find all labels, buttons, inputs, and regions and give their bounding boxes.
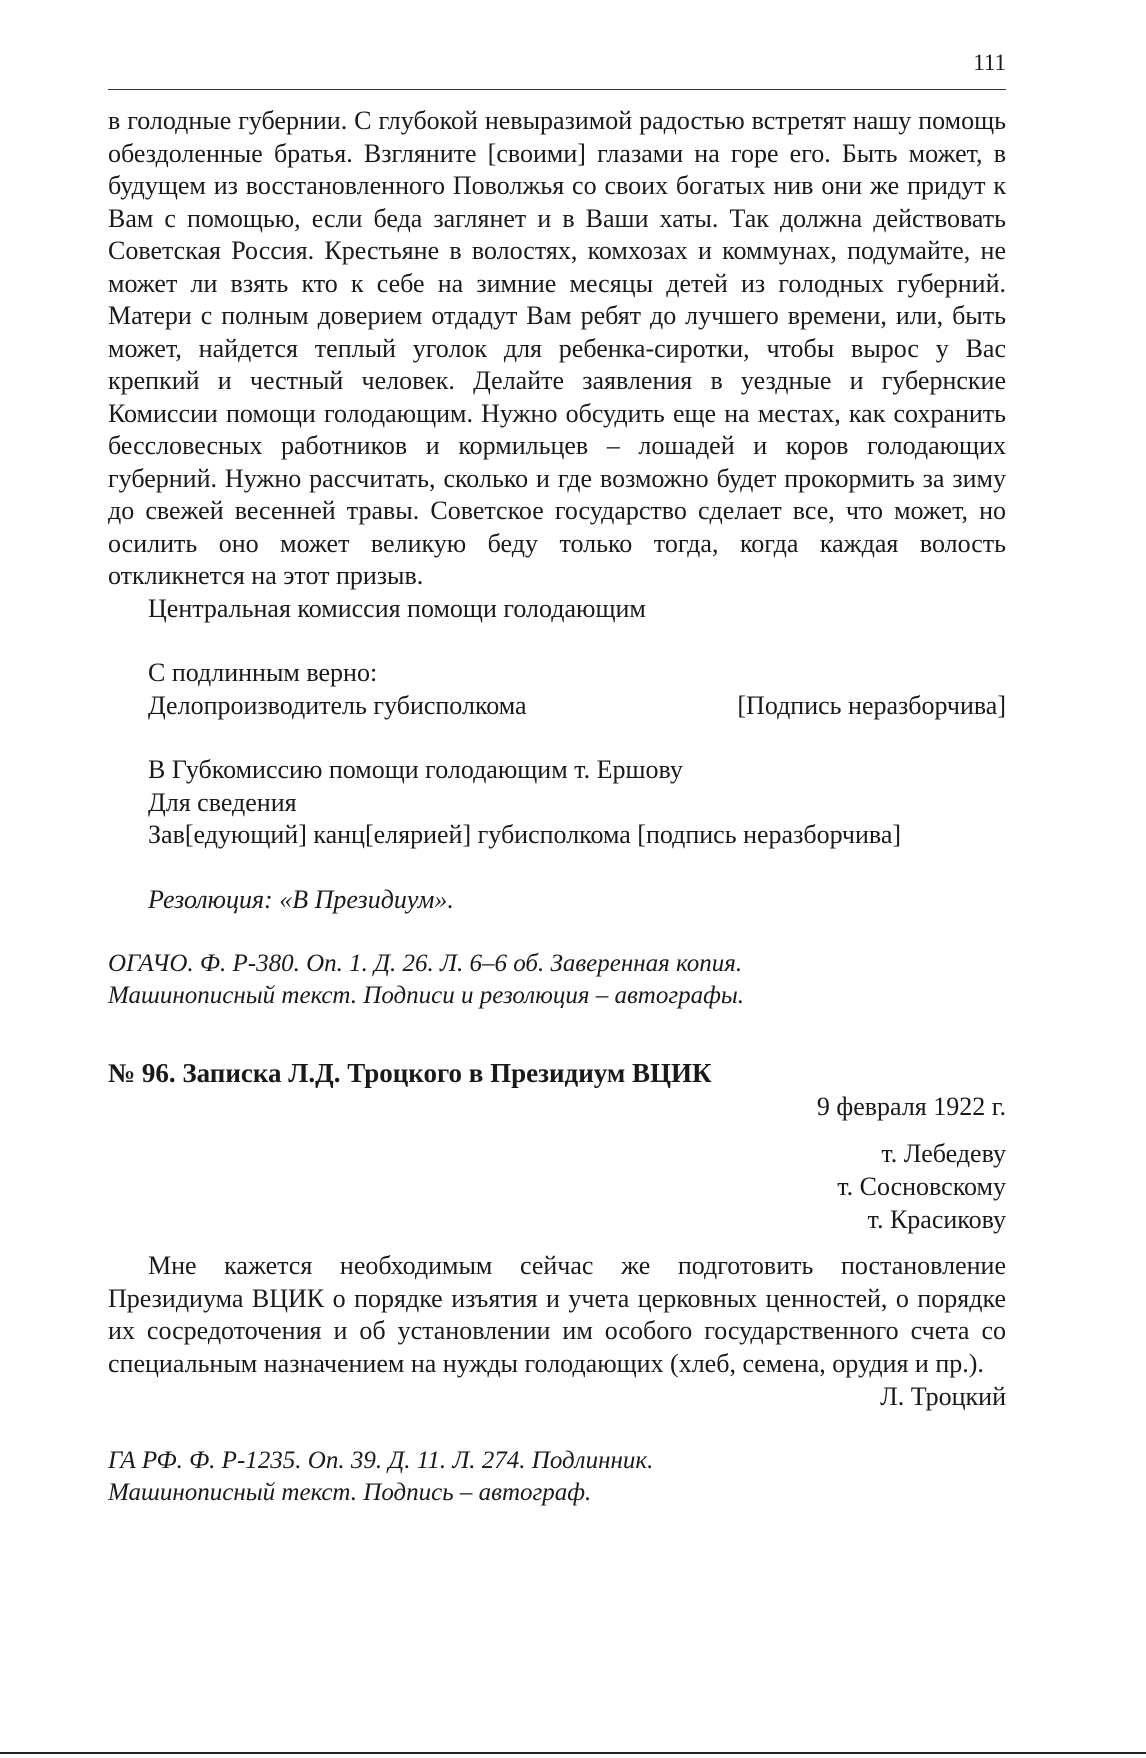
office-head-line: Зав[едующий] канц[елярией] губисполкома [подпись неразборчива]	[148, 820, 902, 849]
info-line: Для сведения	[148, 787, 297, 817]
author-signature: Л. Троцкий	[880, 1382, 1006, 1411]
book-page	[108, 0, 1006, 1758]
certified-label: С подлинным верно:	[148, 658, 378, 687]
header-rule	[108, 89, 1006, 90]
page-content	[108, 105, 1006, 1509]
page-number: 111	[973, 50, 1006, 75]
signatory-line: Центральная комиссия помощи голодающим	[148, 593, 646, 623]
appeal-paragraph: в голодные губернии. С глубокой невыразимой радостью встретят нашу помощь обездоленные братья. Взгляните [своими] глазами на горе его. Быть может, в будущем из восстановленного Поволжья со своих богатых нив они же придут к Вам с помощью, если беда заглянет и в Ваши хаты. Так должна действовать Советская Россия. Крестьяне в волостях, комхозах и коммунах, подумайте, не может ли взять кто к себе на зимние месяцы детей из голодных губерний. Матери с полным доверием отдадут Вам ребят до лучшего времени, или, быть может, найдется теплый уголок для ребенка-сиротки, чтобы вырос у Вас крепкий и честный человек. Делайте заявления в уездные и губернские Комиссии помощи голодающим. Нужно обсудить еще на местах, как сохранить бессловесных работников и кормильцев – лошадей и коров голодающих губерний. Нужно рассчитать, сколько и где возможно будет прокормить за зиму до свежей весенней травы. Советское государство сделает все, что может, но осилить оно может великую беду только тогда, когда каждая волость откликнется на этот призыв.	[108, 106, 1006, 590]
addressee: т. Красикову	[867, 1205, 1006, 1234]
clerk-signature: [Подпись неразборчива]	[737, 690, 1006, 720]
recipient-line: В Губкомиссию помощи голодающим т. Ершову	[148, 755, 683, 784]
document-heading: № 96. Записка Л.Д. Троцкого в Президиум ВЦИК	[108, 1058, 712, 1088]
archive-source-line-1: ОГАЧО. Ф. Р-380. Оп. 1. Д. 26. Л. 6–6 об. Заверенная копия.	[108, 950, 743, 977]
note-paragraph: Мне кажется необходимым сейчас же подготовить постановление Президиума ВЦИК о порядке изъятия и учета церковных ценностей, о порядке их сосредоточения и об установлении им особого государственного счета со специальным назначением на нужды голодающих (хлеб, семена, орудия и пр.).	[108, 1251, 1006, 1378]
clerk-row	[108, 690, 1006, 723]
addressee: т. Сосновскому	[837, 1172, 1006, 1201]
clerk-label: Делопроизводитель губисполкома	[148, 690, 527, 720]
document-date: 9 февраля 1922 г.	[816, 1092, 1006, 1121]
archive-source-line-1: ГА РФ. Ф. Р-1235. Оп. 39. Д. 11. Л. 274. Подлинник.	[108, 1447, 654, 1474]
resolution-line: Резолюция: «В Президиум».	[148, 884, 454, 914]
archive-source-line-2: Машинописный текст. Подписи и резолюция – автографы.	[108, 982, 745, 1009]
archive-source-line-2: Машинописный текст. Подпись – автограф.	[108, 1479, 592, 1506]
addressee: т. Лебедеву	[881, 1139, 1006, 1168]
scan-edge-rule	[0, 1752, 1146, 1754]
